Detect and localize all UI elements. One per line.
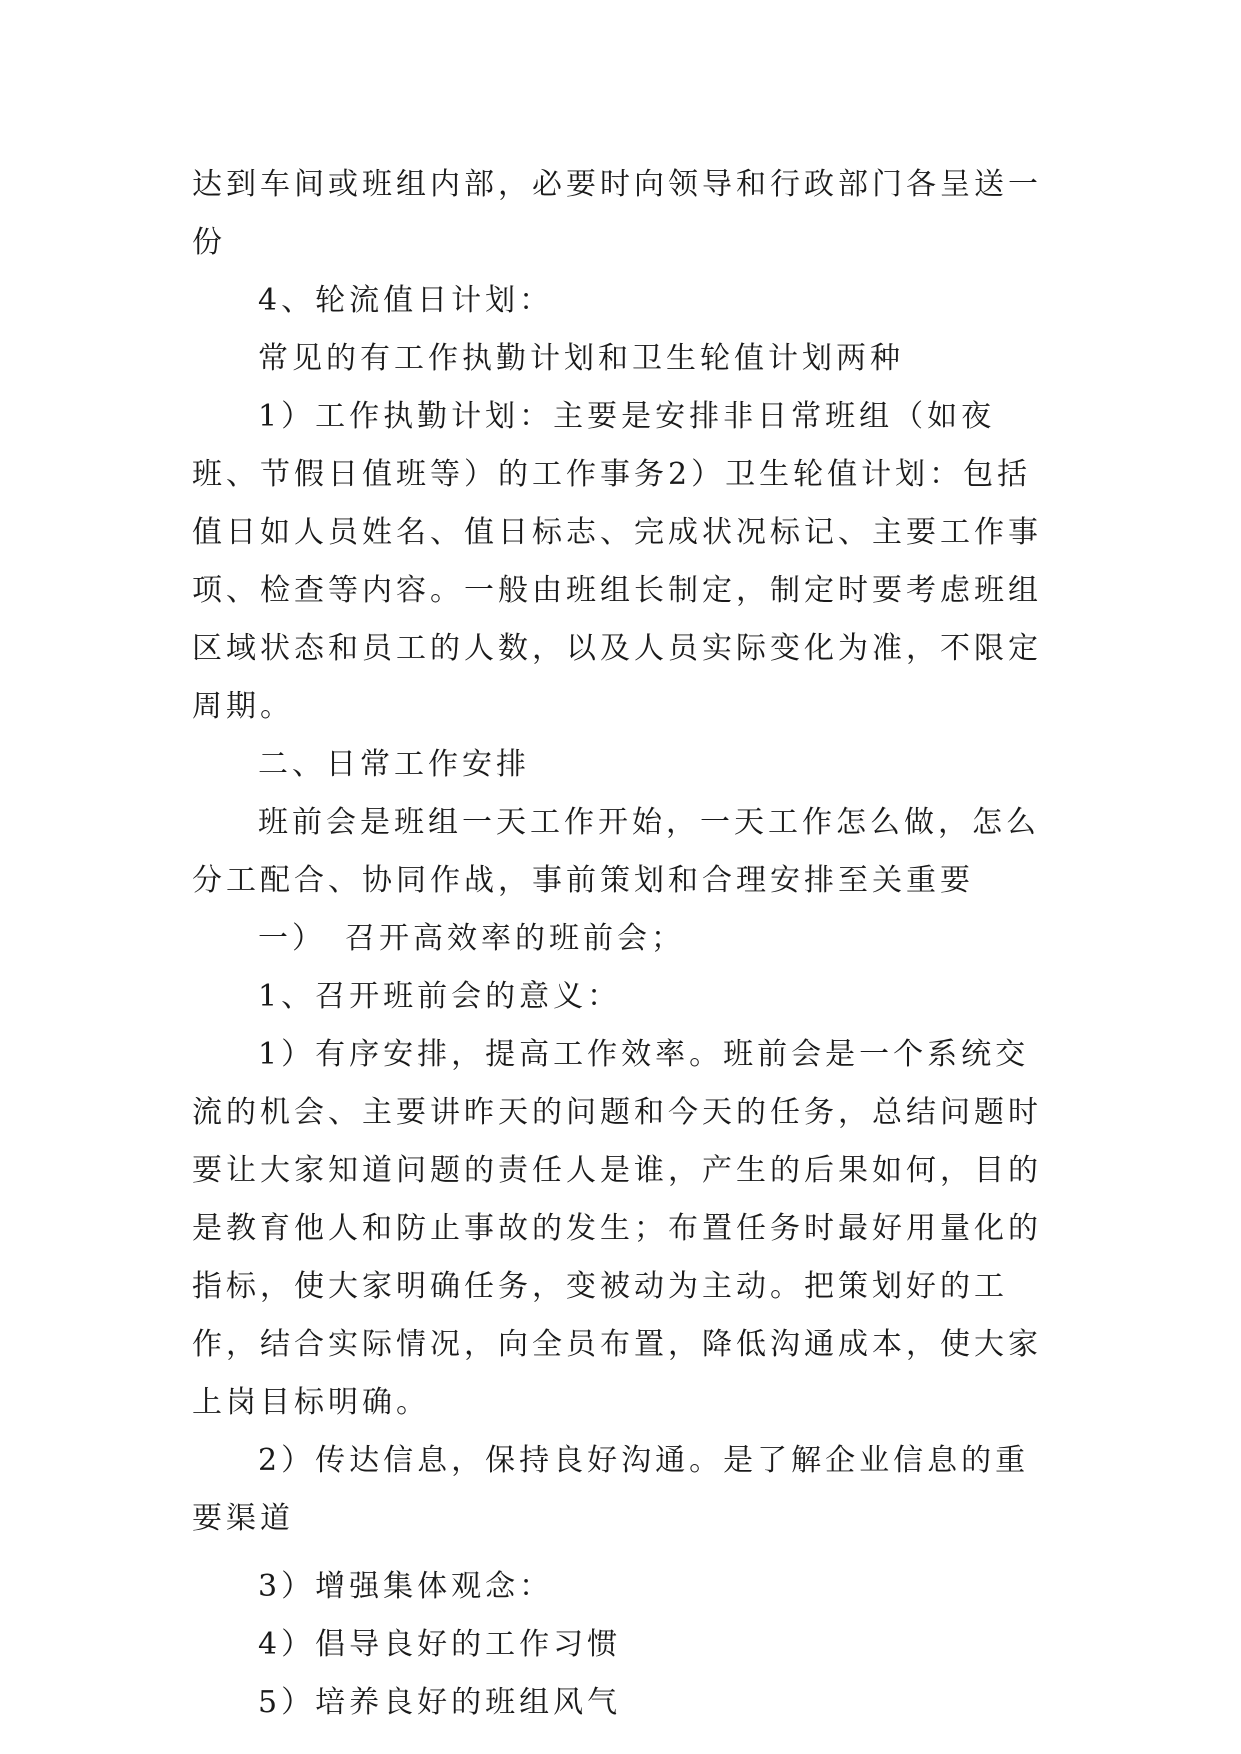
- paragraph: 1）工作执勤计划：主要是安排非日常班组（如夜班、节假日值班等）的工作事务2）卫生轮值计划：包括值日如人员姓名、值日标志、完成状况标记、主要工作事项、检查等内容。一般由班组长制定，制定时要考虑班组区域状态和员工的人数，以及人员实际变化为准，不限定周期。: [192, 399, 1042, 724]
- paragraph: 2）传达信息，保持良好沟通。是了解企业信息的重要渠道: [192, 1443, 1030, 1536]
- subsection-heading: 一） 召开高效率的班前会；: [258, 921, 685, 956]
- section-heading: 二、日常工作安排: [258, 747, 530, 782]
- paragraph: 1）有序安排，提高工作效率。班前会是一个系统交流的机会、主要讲昨天的问题和今天的任务，总结问题时要让大家知道问题的责任人是谁，产生的后果如何，目的是教育他人和防止事故的发生；布置任务时最好用量化的指标，使大家明确任务，变被动为主动。把策划好的工作，结合实际情况，向全员布置，降低沟通成本，使大家上岗目标明确。: [192, 1037, 1042, 1420]
- paragraph: 4、轮流值日计划：: [258, 283, 554, 318]
- paragraph: 班前会是班组一天工作开始，一天工作怎么做，怎么分工配合、协同作战，事前策划和合理安排至关重要: [192, 805, 1040, 898]
- document-body: [192, 156, 1058, 1732]
- paragraph: 3）增强集体观念：: [258, 1569, 554, 1604]
- paragraph: 4）倡导良好的工作习惯: [258, 1627, 622, 1662]
- paragraph: 达到车间或班组内部，必要时向领导和行政部门各呈送一份: [192, 167, 1042, 260]
- paragraph: 常见的有工作执勤计划和卫生轮值计划两种: [258, 341, 904, 376]
- paragraph: 1、召开班前会的意义：: [258, 979, 622, 1014]
- paragraph: 5）培养良好的班组风气: [258, 1685, 622, 1720]
